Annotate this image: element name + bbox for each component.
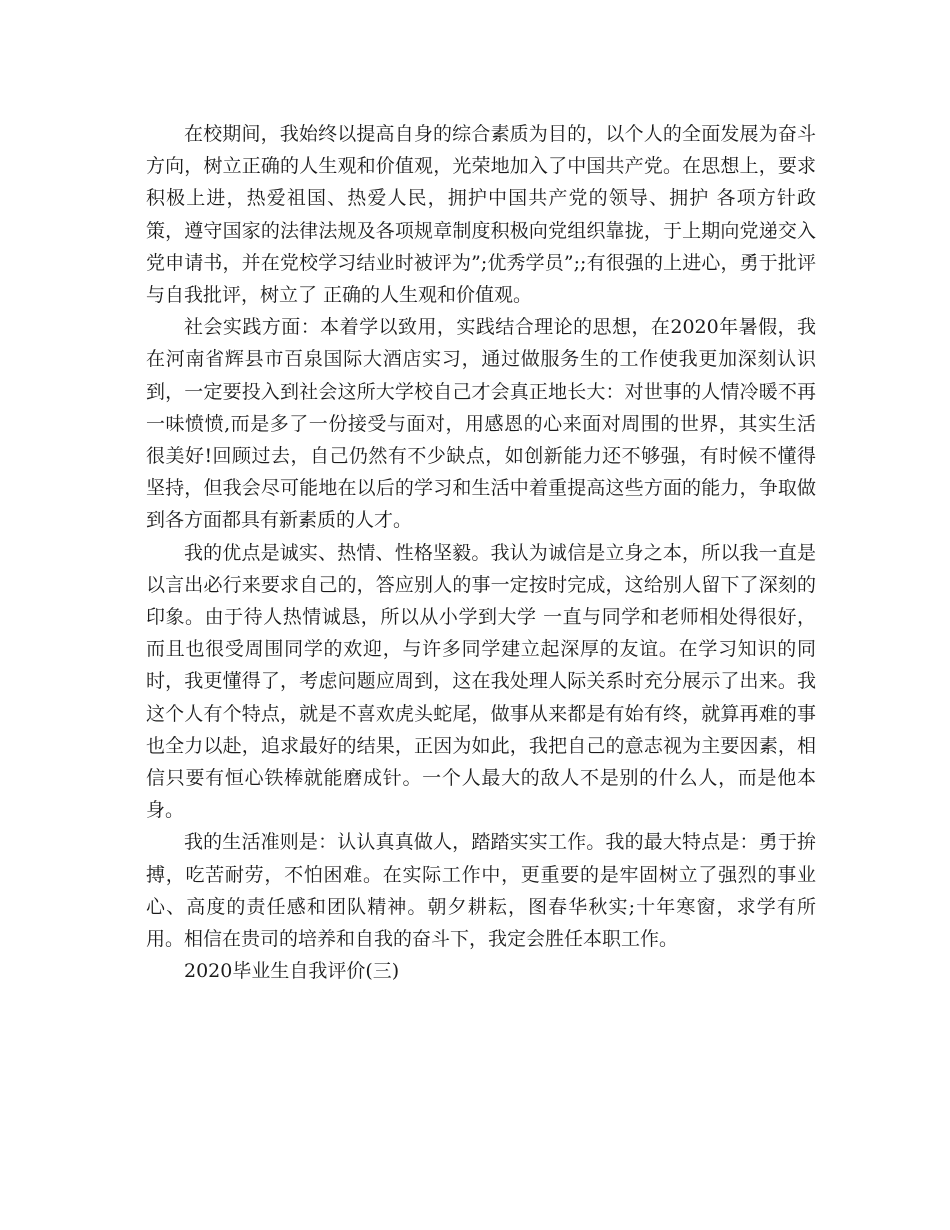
- section-heading: 2020毕业生自我评价(三): [184, 960, 400, 983]
- paragraph-social-practice: 社会实践方面：本着学以致用，实践结合理论的思想，在2020年暑假，我在河南省辉县市百泉国际大酒店实习，通过做服务生的工作使我更加深刻认识到，一定要投入到社会这所大学校自己才会真正地长大：对世事的人情冷暖不再一味愤愤,而是多了一份接受与面对，用感恩的心来面对周围的世界，其实生活很美好!回顾过去，自己仍然有不少缺点，如创新能力还不够强，有时候不懂得坚持，但我会尽可能地在以后的学习和生活中着重提高这些方面的能力，争取做到各方面都具有新素质的人才。: [146, 316, 816, 532]
- document-body: [146, 118, 816, 987]
- paragraph-life-principles: 我的生活准则是：认认真真做人，踏踏实实工作。我的最大特点是：勇于拚搏，吃苦耐劳，不怕困难。在实际工作中，更重要的是牢固树立了强烈的事业心、高度的责任感和团队精神。朝夕耕耘，图春华秋实;十年寒窗，求学有所用。相信在贵司的培养和自我的奋斗下，我定会胜任本职工作。: [146, 831, 816, 951]
- paragraph-school-period: 在校期间，我始终以提高自身的综合素质为目的，以个人的全面发展为奋斗方向，树立正确的人生观和价值观，光荣地加入了中国共产党。在思想上，要求积极上进，热爱祖国、热爱人民，拥护中国共产党的领导、拥护 各项方针政策，遵守国家的法律法规及各项规章制度积极向党组织靠拢，于上期向党递交入党申请书，并在党校学习结业时被评为”;优秀学员”;;有很强的上进心，勇于批评与自我批评，树立了 正确的人生观和价值观。: [146, 123, 816, 307]
- paragraph-strengths: 我的优点是诚实、热情、性格坚毅。我认为诚信是立身之本，所以我一直是以言出必行来要求自己的，答应别人的事一定按时完成，这给别人留下了深刻的印象。由于待人热情诚恳，所以从小学到大学 一直与同学和老师相处得很好，而且也很受周围同学的欢迎，与许多同学建立起深厚的友谊。在学习知识的同时，我更懂得了，考虑问题应周到，这在我处理人际关系时充分展示了出来。我这个人有个特点，就是不喜欢虎头蛇尾，做事从来都是有始有终，就算再难的事也全力以赴，追求最好的结果，正因为如此，我把自己的意志视为主要因素，相信只要有恒心铁棒就能磨成针。一个人最大的敌人不是别的什么人，而是他本身。: [146, 541, 816, 822]
